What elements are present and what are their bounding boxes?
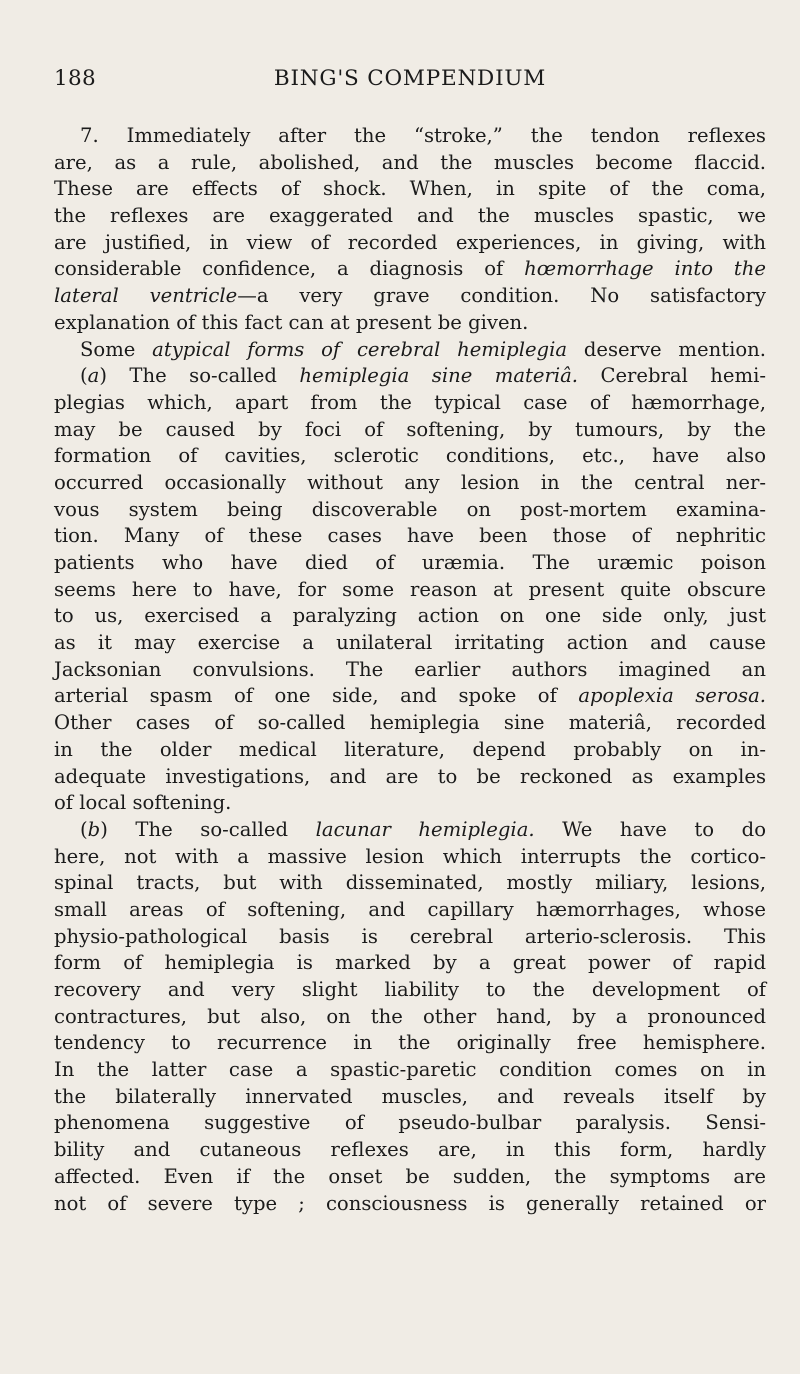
text-line — [54, 657, 766, 684]
text-segment: vous system being discoverable on post-mortem examina- — [54, 497, 766, 521]
text-line — [54, 1164, 766, 1191]
text-line — [54, 764, 766, 791]
page-header — [54, 66, 766, 96]
text-segment: considerable confidence, a diagnosis of — [54, 257, 525, 281]
text-segment: 7. Immediately after the “stroke,” the tendon reflexes — [80, 124, 766, 147]
text-line — [54, 203, 766, 230]
text-line — [54, 603, 766, 630]
italic-text: lacunar hemiplegia. — [315, 817, 535, 841]
page-number: 188 — [54, 66, 96, 91]
italic-text: hemiplegia sine materiâ. — [299, 364, 579, 388]
text-segment: plegias which, apart from the typical case of hæmorrhage, — [54, 390, 766, 414]
text-segment: Other cases of so-called hemiplegia sine materiâ, recorded — [54, 711, 766, 735]
text-segment: Cerebral hemi- — [578, 364, 766, 388]
text-line — [54, 150, 766, 177]
text-line — [54, 1057, 766, 1084]
text-line — [54, 844, 766, 871]
text-segment: may be caused by foci of softening, by tumours, by the — [54, 417, 766, 441]
text-line — [54, 390, 766, 417]
italic-text: apoplexia serosa. — [578, 684, 767, 708]
text-segment: bility and cutaneous reflexes are, in this form, hardly — [54, 1138, 766, 1162]
text-line — [54, 230, 766, 257]
text-line — [54, 897, 766, 924]
text-segment: form of hemiplegia is marked by a great power of rapid — [54, 951, 766, 975]
text-segment: In the latter case a spastic-paretic condition comes on in — [54, 1058, 766, 1082]
text-segment: —a very grave condition. No satisfactory — [237, 284, 766, 308]
text-segment: the bilaterally innervated muscles, and reveals itself by — [54, 1084, 766, 1108]
text-segment: explanation of this fact can at present be given. — [54, 310, 529, 334]
text-segment: Some — [80, 337, 153, 361]
text-line — [54, 577, 766, 604]
text-line — [54, 417, 766, 444]
italic-text: lateral ventricle — [54, 284, 238, 308]
text-segment: adequate investigations, and are to be reckoned as examples — [54, 764, 766, 788]
text-segment: here, not with a massive lesion which interrupts the cortico- — [54, 844, 766, 868]
text-line — [54, 176, 766, 203]
text-line — [54, 1110, 766, 1137]
text-segment: to us, exercised a paralyzing action on one side only, just — [54, 604, 766, 628]
text-line — [54, 550, 766, 577]
text-segment: spinal tracts, but with disseminated, mostly miliary, lesions, — [54, 871, 766, 895]
text-segment: tion. Many of these cases have been those of nephritic — [54, 524, 766, 548]
text-line — [54, 924, 766, 951]
text-line — [54, 817, 766, 844]
text-segment: not of severe type ; consciousness is generally retained or — [54, 1191, 766, 1215]
text-line — [54, 443, 766, 470]
text-segment: occurred occasionally without any lesion in the central ner- — [54, 470, 766, 494]
text-segment: are, as a rule, abolished, and the muscles become flaccid. — [54, 150, 766, 174]
text-segment: of local softening. — [54, 791, 232, 815]
text-segment: the reflexes are exaggerated and the muscles spastic, we — [54, 204, 766, 228]
text-line — [54, 497, 766, 524]
text-segment: physio-pathological basis is cerebral arterio-sclerosis. This — [54, 924, 766, 948]
text-segment: These are effects of shock. When, in spite of the coma, — [54, 177, 766, 201]
text-segment: patients who have died of uræmia. The uræmic poison — [54, 551, 766, 574]
text-line — [54, 737, 766, 764]
text-segment: seems here to have, for some reason at present quite obscure — [54, 577, 766, 601]
text-segment: tendency to recurrence in the originally free hemisphere. — [54, 1031, 766, 1055]
text-segment: deserve mention. — [567, 337, 767, 361]
italic-text: b — [87, 817, 101, 841]
text-line — [54, 683, 766, 710]
text-line — [54, 1004, 766, 1031]
text-segment: ( — [80, 817, 88, 841]
text-line — [54, 470, 766, 497]
text-segment: phenomena suggestive of pseudo-bulbar paralysis. Sensi- — [54, 1111, 766, 1135]
italic-text: atypical forms of cerebral hemiplegia — [152, 337, 568, 361]
italic-text: a — [87, 364, 100, 388]
text-line — [54, 950, 766, 977]
text-line — [54, 1191, 766, 1218]
text-segment: in the older medical literature, depend probably on in- — [54, 737, 766, 761]
text-line — [54, 283, 766, 310]
text-segment: small areas of softening, and capillary hæmorrhages, whose — [54, 897, 766, 921]
text-line — [54, 710, 766, 737]
text-line — [54, 790, 766, 817]
text-line — [54, 363, 766, 390]
text-segment: ) The so-called — [99, 364, 300, 388]
text-segment: recovery and very slight liability to the development of — [54, 978, 766, 1001]
text-line — [54, 337, 766, 364]
text-line — [54, 870, 766, 897]
text-line — [54, 310, 766, 337]
text-line — [54, 630, 766, 657]
running-title: BING'S COMPENDIUM — [273, 66, 547, 91]
italic-text: hœmorrhage into the — [524, 257, 766, 281]
text-segment: ) The so-called — [100, 817, 316, 841]
text-segment: Jacksonian convulsions. The earlier authors imagined an — [54, 657, 766, 681]
text-line — [54, 256, 766, 283]
text-segment: formation of cavities, sclerotic conditions, etc., have also — [54, 444, 766, 468]
text-line — [54, 123, 766, 150]
text-line — [54, 977, 766, 1004]
text-segment: We have to do — [534, 817, 766, 841]
text-segment: contractures, but also, on the other hand, by a pronounced — [54, 1004, 766, 1028]
text-line — [54, 1030, 766, 1057]
text-segment: arterial spasm of one side, and spoke of — [54, 684, 579, 708]
text-line — [54, 1084, 766, 1111]
text-segment: as it may exercise a unilateral irritating action and cause — [54, 631, 766, 655]
text-segment: ( — [80, 364, 88, 388]
text-segment: are justified, in view of recorded experiences, in giving, with — [54, 230, 766, 254]
text-segment: affected. Even if the onset be sudden, the symptoms are — [54, 1164, 766, 1188]
body-text — [54, 123, 766, 1217]
text-line — [54, 1137, 766, 1164]
text-line — [54, 523, 766, 550]
